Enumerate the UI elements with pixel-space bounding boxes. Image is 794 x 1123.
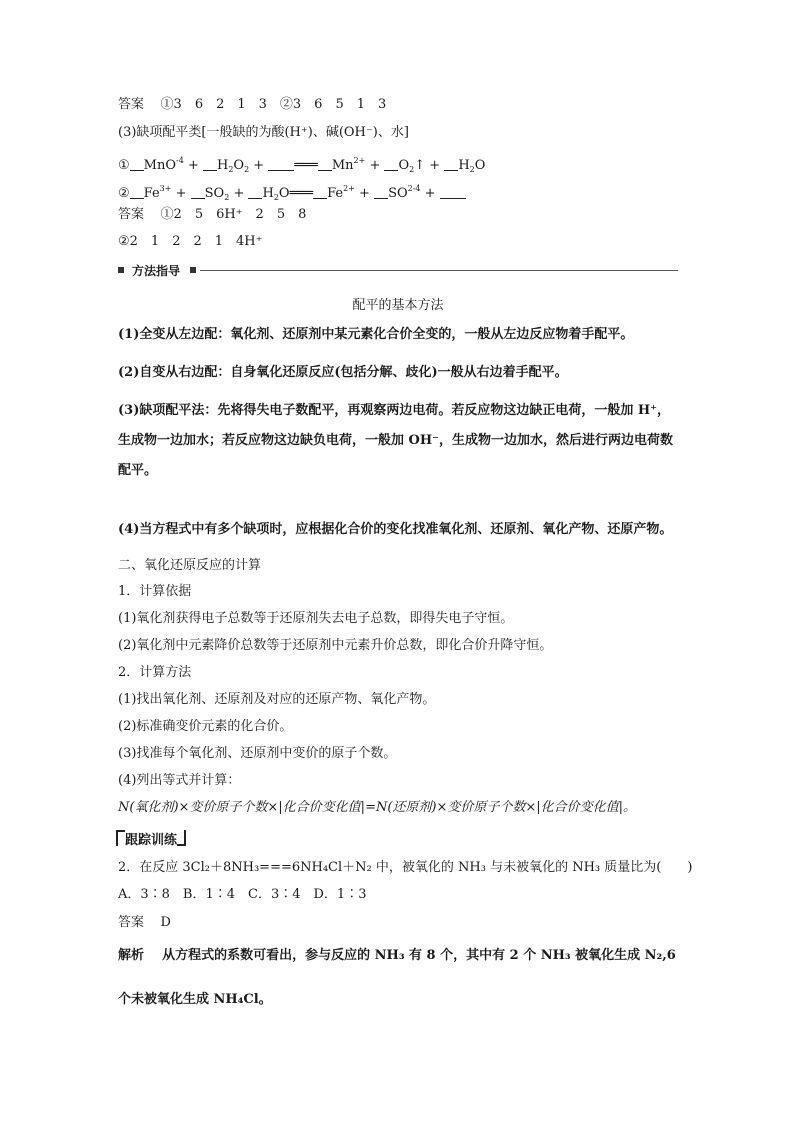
method-step-3: (3)找准每个氧化剂、还原剂中变价的原子个数。 (118, 746, 397, 761)
blank (318, 157, 332, 171)
method-item-3: (3)缺项配平法：先将得失电子数配平，再观察两边电荷。若反应物这边缺正电荷，一般加 H⁺，生成物一边加水；若反应物这边缺负电荷，一般加 OH⁻，生成物一边加水，然后进行两边电荷数配平。 (118, 403, 673, 478)
method-step-1: (1)找出氧化剂、还原剂及对应的还原产物、氧化产物。 (118, 692, 436, 707)
explanation-label: 解析 (118, 948, 145, 963)
question-2-stem: 2．在反应 3Cl₂＋8NH₃===6NH₄Cl＋N₂ 中，被氧化的 NH₃ 与未被氧化的 NH₃ 质量比为( ) (118, 860, 693, 875)
method-title: 方法指导 (132, 264, 181, 278)
section-2-heading: 二、氧化还原反应的计算 (118, 558, 262, 573)
answer-line-2b: ②2 1 2 2 1 4H⁺ (118, 234, 263, 249)
eq-sub: 2 (409, 165, 415, 174)
eq-sup: 2+ (343, 184, 355, 193)
blank (440, 185, 466, 199)
blank (130, 157, 144, 171)
eq-sub: 2 (228, 165, 234, 174)
method-subtitle: 配平的基本方法 (352, 298, 444, 313)
track-title: 跟踪训练 (125, 833, 178, 848)
blank (313, 185, 327, 199)
answer-line-2 (118, 206, 306, 224)
eq-sup: 2+ (353, 156, 366, 165)
eq-sub: 2 (224, 193, 230, 202)
eq-sup: -4 (176, 156, 184, 165)
blank (268, 157, 294, 171)
question-2-answer (118, 914, 171, 932)
blank (384, 157, 398, 171)
answer-text: D (160, 915, 171, 930)
eq-sub: 2 (469, 165, 475, 174)
question-2-explanation-cont: 个未被氧化生成 NH₄Cl。 (118, 992, 272, 1007)
eq-term: Fe (143, 186, 160, 201)
blank (248, 185, 262, 199)
answer-text: ①2 5 6H⁺ 2 5 8 (160, 207, 307, 222)
blank (130, 185, 144, 199)
blank (444, 157, 458, 171)
bracket-close-icon (177, 830, 186, 846)
explanation-text: 从方程式的系数可看出，参与反应的 NH₃ 有 8 个，其中有 2 个 NH₃ 被氧化生成 N₂,6 (162, 948, 676, 963)
square-bullet-icon (190, 267, 196, 273)
method-item-1: (1)全变从左边配：氧化剂、还原剂中某元素化合价全变的，一般从左边反应物着手配平。 (118, 327, 634, 342)
eq-number: ① (118, 158, 130, 173)
equation-1: ① $MnO^{-4} + H_2O_2$ + ═══ $Mn^{2+}$ + $O_2↑ + H_2O$ (118, 156, 486, 174)
method-heading (118, 262, 678, 280)
calc-basis-heading: 1．计算依据 (118, 584, 192, 599)
eq-term: O (233, 158, 245, 173)
answer-label: 答案 (118, 207, 145, 222)
answer-label: 答案 (118, 97, 145, 112)
eq-term: O (278, 186, 290, 201)
method-step-2: (2)标准确变价元素的化合价。 (118, 719, 293, 734)
eq-term: Mn (331, 158, 354, 173)
basis-item-1: (1)氧化剂获得电子总数等于还原剂失去电子总数，即得失电子守恒。 (118, 611, 514, 626)
answer-text: ①3 6 2 1 3 ②3 6 5 1 3 (160, 97, 387, 112)
bracket-open-icon (116, 830, 125, 846)
answer-line-1 (118, 96, 386, 114)
eq-sub: 2 (244, 165, 250, 174)
question-2-options: A．3∶8 B．1∶4 C．3∶4 D．1∶3 (118, 887, 367, 902)
eq-term: SO (204, 186, 225, 201)
eq-sup: 2-4 (407, 184, 421, 193)
method-step-4: (4)列出等式并计算： (118, 773, 241, 788)
eq-number: ② (118, 186, 130, 201)
eq-term: SO (388, 186, 408, 201)
eq-term: O (474, 158, 486, 173)
eq-sub: 2 (273, 193, 279, 202)
answer-label: 答案 (118, 915, 145, 930)
blank (203, 157, 217, 171)
square-bullet-icon (118, 267, 124, 273)
eq-term: Fe (327, 186, 344, 201)
blank (374, 185, 388, 199)
eq-term: O (398, 158, 410, 173)
calc-method-heading: 2．计算方法 (118, 665, 192, 680)
blank (191, 185, 205, 199)
divider (200, 270, 678, 271)
eq-term: H (458, 158, 470, 173)
eq-term: MnO (143, 158, 176, 173)
basis-item-2: (2)氧化剂中元素降价总数等于还原剂中元素升价总数，即化合价升降守恒。 (118, 638, 553, 653)
question-2-explanation (118, 934, 678, 978)
eq-term: H (216, 158, 229, 173)
method-item-2: (2)自变从右边配：自身氧化还原反应(包括分解、歧化)一般从右边着手配平。 (118, 365, 568, 380)
eq-term: H (262, 186, 274, 201)
method-item-4: (4)当方程式中有多个缺项时，应根据化合价的变化找准氧化剂、还原剂、氧化产物、还原产物。 (118, 522, 673, 537)
tracking-practice-label (116, 829, 186, 848)
type3-heading: (3)缺项配平类[一般缺的为酸(H⁺)、碱(OH⁻)、水] (118, 125, 409, 140)
eq-sup: 3+ (159, 184, 172, 193)
formula: N(氧化剂)×变价原子个数×|化合价变化值|=N(还原剂)×变价原子个数×|化合价变化值|。 (118, 800, 637, 815)
equation-2: ② $Fe^{3+} + SO_2$ + $H_2O═══$ $Fe^{2+} + SO^{2-4}$ + (118, 180, 466, 207)
